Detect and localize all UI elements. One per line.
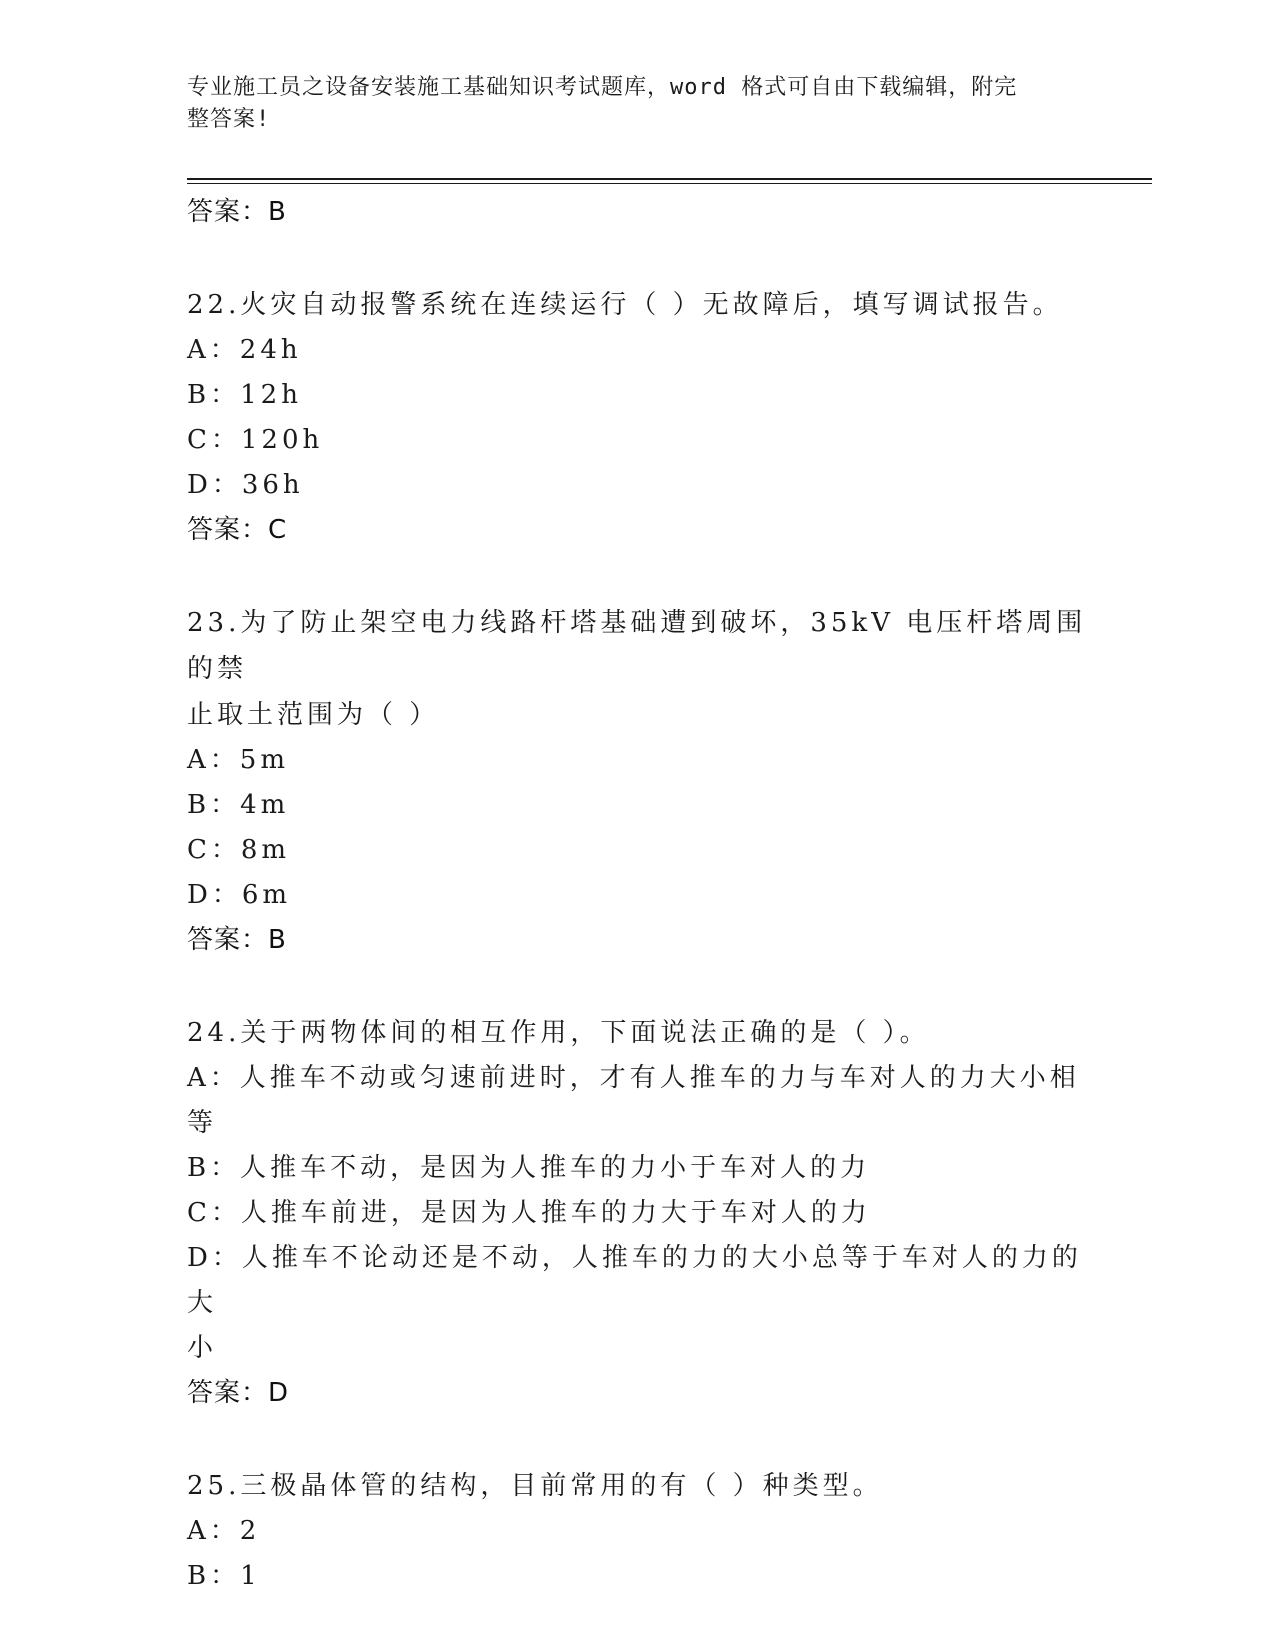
option-a: A：24h	[187, 335, 302, 365]
option-d-line-1: D：人推车不论动还是不动，人推车的力的大小总等于车对人的力的大	[187, 1243, 1082, 1318]
answer-line: 答案：C	[187, 515, 288, 545]
spacer	[187, 552, 1087, 600]
question-23	[187, 600, 1087, 962]
option-c: C：120h	[187, 425, 324, 455]
option-a: A：5m	[187, 745, 289, 775]
option-a: A：2	[187, 1516, 261, 1546]
question-25	[187, 1463, 1087, 1599]
header-line-1: 专业施工员之设备安装施工基础知识考试题库，word 格式可自由下载编辑，附完	[187, 75, 1018, 100]
option-b: B：12h	[187, 380, 302, 410]
option-d: D：36h	[187, 470, 304, 500]
option-d: D：6m	[187, 880, 292, 910]
question-text: 22.火灾自动报警系统在连续运行（ ）无故障后，填写调试报告。	[187, 290, 1063, 320]
answer-line: 答案：D	[187, 1378, 290, 1408]
spacer	[187, 1415, 1087, 1463]
option-d-line-2: 小	[187, 1333, 218, 1363]
option-c: C：8m	[187, 835, 291, 865]
option-b: B：1	[187, 1561, 261, 1591]
answer-line: 答案：B	[187, 197, 287, 227]
question-list	[187, 190, 1087, 1599]
question-24	[187, 1010, 1087, 1415]
question-text-line-1: 23.为了防止架空电力线路杆塔基础遭到破坏，35kV 电压杆塔周围的禁	[187, 608, 1087, 684]
spacer	[187, 234, 1087, 282]
question-text-line-2: 止取土范围为（ ）	[187, 700, 440, 730]
question-text: 25.三极晶体管的结构，目前常用的有（ ）种类型。	[187, 1471, 883, 1501]
option-b: B：4m	[187, 790, 290, 820]
option-a: A：人推车不动或匀速前进时，才有人推车的力与车对人的力大小相等	[187, 1063, 1080, 1138]
header-line-2: 整答案!	[187, 107, 271, 132]
document-header	[187, 72, 1067, 136]
spacer	[187, 962, 1087, 1010]
option-b: B：人推车不动，是因为人推车的力小于车对人的力	[187, 1153, 871, 1183]
option-c: C：人推车前进，是因为人推车的力大于车对人的力	[187, 1198, 871, 1228]
header-rule-thick	[187, 178, 1152, 180]
question-text: 24.关于两物体间的相互作用，下面说法正确的是（ ）。	[187, 1018, 930, 1048]
question-22	[187, 282, 1087, 552]
answer-line: 答案：B	[187, 925, 287, 955]
header-rule-thin	[187, 183, 1152, 184]
